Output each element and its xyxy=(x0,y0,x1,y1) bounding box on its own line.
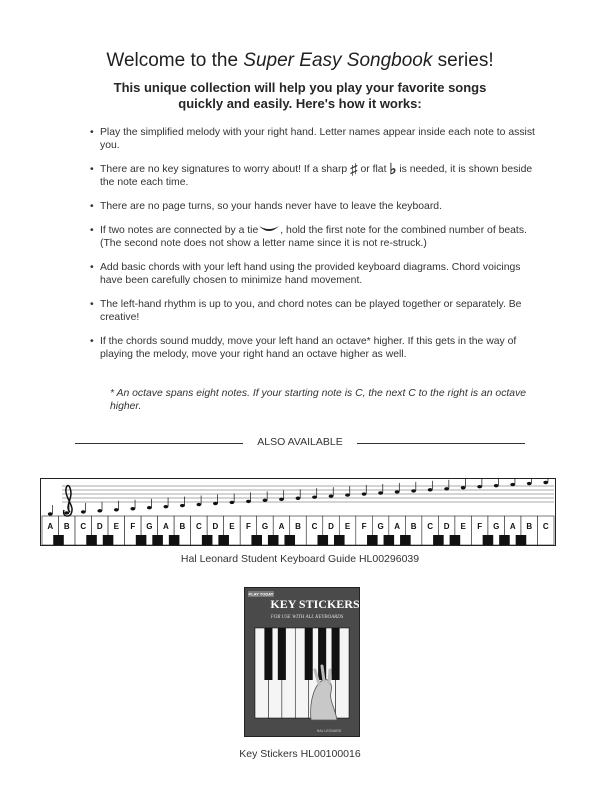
cover-black-key xyxy=(278,628,286,680)
black-key xyxy=(433,535,444,545)
key-stickers-cover xyxy=(244,587,360,737)
list-item: • There are no page turns, so your hands never have to leave the keyboard. xyxy=(90,200,545,213)
key-letter: A xyxy=(278,522,285,531)
staff-note xyxy=(64,511,69,514)
key-letter: D xyxy=(96,522,103,531)
also-available-label: ALSO AVAILABLE xyxy=(257,436,343,448)
staff-note xyxy=(48,512,53,515)
list-item: • There are no key signatures to worry about! If a sharp ♯ or flat ♭ is needed, it is shown beside the note each time. xyxy=(90,163,545,189)
key-letter: C xyxy=(196,522,202,531)
list-item: • The left-hand rhythm is up to you, and chord notes can be played together or separately. Be creative! xyxy=(90,298,545,324)
key-letter: C xyxy=(427,522,434,531)
staff-note xyxy=(362,492,367,495)
tie-icon xyxy=(258,224,280,234)
black-key xyxy=(251,535,262,545)
black-key xyxy=(202,535,213,545)
staff-note xyxy=(97,509,102,512)
flat-icon: ♭ xyxy=(389,161,397,178)
staff-note xyxy=(246,500,251,503)
keyboard-keys xyxy=(42,516,554,545)
key-letter: C xyxy=(80,522,87,531)
key-letter: A xyxy=(509,522,516,531)
list-item: • If the chords sound muddy, move your left hand an octave* higher. If this gets in the way of playing the melody, move your right hand an octave higher as well. xyxy=(90,335,545,361)
keyboard-guide-image xyxy=(40,478,556,546)
black-key xyxy=(103,535,114,545)
staff-note xyxy=(543,481,548,484)
series-name: Super Easy Songbook xyxy=(243,50,433,71)
black-key xyxy=(450,535,461,545)
key-letter: E xyxy=(229,522,235,531)
staff-note xyxy=(213,502,218,505)
key-letter: F xyxy=(477,522,483,531)
staff-note xyxy=(461,486,466,489)
black-key xyxy=(317,535,328,545)
key-letter: A xyxy=(162,522,169,531)
black-key xyxy=(53,535,64,545)
black-key xyxy=(268,535,279,545)
staff-note xyxy=(527,482,532,485)
black-key xyxy=(86,535,97,545)
staff-note xyxy=(378,491,383,494)
key-letter: C xyxy=(542,522,549,531)
key-letter: G xyxy=(377,522,384,531)
staff-note xyxy=(428,488,433,491)
staff-note xyxy=(444,487,449,490)
list-item: • Play the simplified melody with your right hand. Letter names appear inside each note to assist you. xyxy=(90,126,545,152)
black-key xyxy=(400,535,411,545)
key-letter: F xyxy=(130,522,136,531)
black-key xyxy=(483,535,494,545)
staff-note xyxy=(329,494,334,497)
key-stickers-art xyxy=(245,588,359,736)
cover-subtitle: FOR USE WITH ALL KEYBOARDS xyxy=(270,615,344,620)
footnote: * An octave spans eight notes. If your starting note is C, the next C to the right is an octave higher. xyxy=(110,388,527,412)
cover-black-key xyxy=(332,628,340,680)
black-key xyxy=(516,535,527,545)
key-letter: C xyxy=(311,522,318,531)
black-key xyxy=(136,535,147,545)
staff-note xyxy=(296,497,301,500)
key-letter: F xyxy=(361,522,367,531)
staff-note xyxy=(180,504,185,507)
staff-note xyxy=(345,493,350,496)
black-key xyxy=(367,535,378,545)
black-key xyxy=(334,535,345,545)
list-item: • Add basic chords with your left hand using the provided keyboard diagrams. Chord voicings have been carefully chosen to minimize hand movement. xyxy=(90,261,545,287)
key-letter: E xyxy=(113,522,119,531)
keyboard-guide-caption: Hal Leonard Student Keyboard Guide HL00296039 xyxy=(180,553,420,565)
cover-black-key xyxy=(264,628,272,680)
page-title: Welcome to the Super Easy Songbook series! xyxy=(106,50,494,71)
cover-title: KEY STICKERS xyxy=(270,597,359,611)
cover-black-key xyxy=(305,628,313,680)
instruction-list xyxy=(90,126,545,372)
cover-publisher: HAL LEONARD xyxy=(316,729,342,733)
key-letter: B xyxy=(526,522,533,531)
also-available-divider xyxy=(75,436,525,450)
staff-note xyxy=(395,490,400,493)
key-letter: B xyxy=(295,522,301,531)
key-letter: B xyxy=(63,522,70,531)
staff-note xyxy=(477,485,482,488)
sharp-icon: ♯ xyxy=(350,161,358,178)
key-letter: D xyxy=(212,522,219,531)
black-key xyxy=(284,535,295,545)
black-key xyxy=(152,535,163,545)
key-stickers-caption: Key Stickers HL00100016 xyxy=(239,748,361,760)
key-letter: D xyxy=(328,522,334,531)
black-key xyxy=(499,535,510,545)
staff-note xyxy=(230,501,235,504)
staff-note xyxy=(510,483,515,486)
cover-badge: PLAY TODAY xyxy=(248,591,274,597)
staff-note xyxy=(147,506,152,509)
key-letter: E xyxy=(344,522,351,531)
staff-note xyxy=(114,508,119,511)
list-item: • If two notes are connected by a tie , hold the first note for the combined number of beats. (The second note does not show a letter name since it is not re-struck.) xyxy=(90,224,545,250)
black-key xyxy=(384,535,395,545)
key-letter: E xyxy=(460,522,466,531)
staff-note xyxy=(411,489,416,492)
key-letter: A xyxy=(394,522,400,531)
key-letter: F xyxy=(246,522,251,531)
black-key xyxy=(218,535,229,545)
staff-note xyxy=(197,503,202,506)
key-letter: D xyxy=(443,522,450,531)
staff-note xyxy=(279,498,284,501)
key-letter: B xyxy=(179,522,186,531)
key-letter: G xyxy=(261,522,269,531)
key-letter: B xyxy=(410,522,417,531)
staff-note xyxy=(163,505,168,508)
staff-note xyxy=(81,510,86,513)
staff-note xyxy=(494,484,499,487)
intro-text: This unique collection will help you play your favorite songs quickly and easily. Here's how it works: xyxy=(113,80,487,111)
key-letter: G xyxy=(146,522,153,531)
staff-note xyxy=(263,499,268,502)
key-letter: A xyxy=(47,522,54,531)
staff-note xyxy=(130,507,135,510)
key-letter: G xyxy=(493,522,500,531)
black-key xyxy=(169,535,180,545)
staff-note xyxy=(312,496,317,499)
